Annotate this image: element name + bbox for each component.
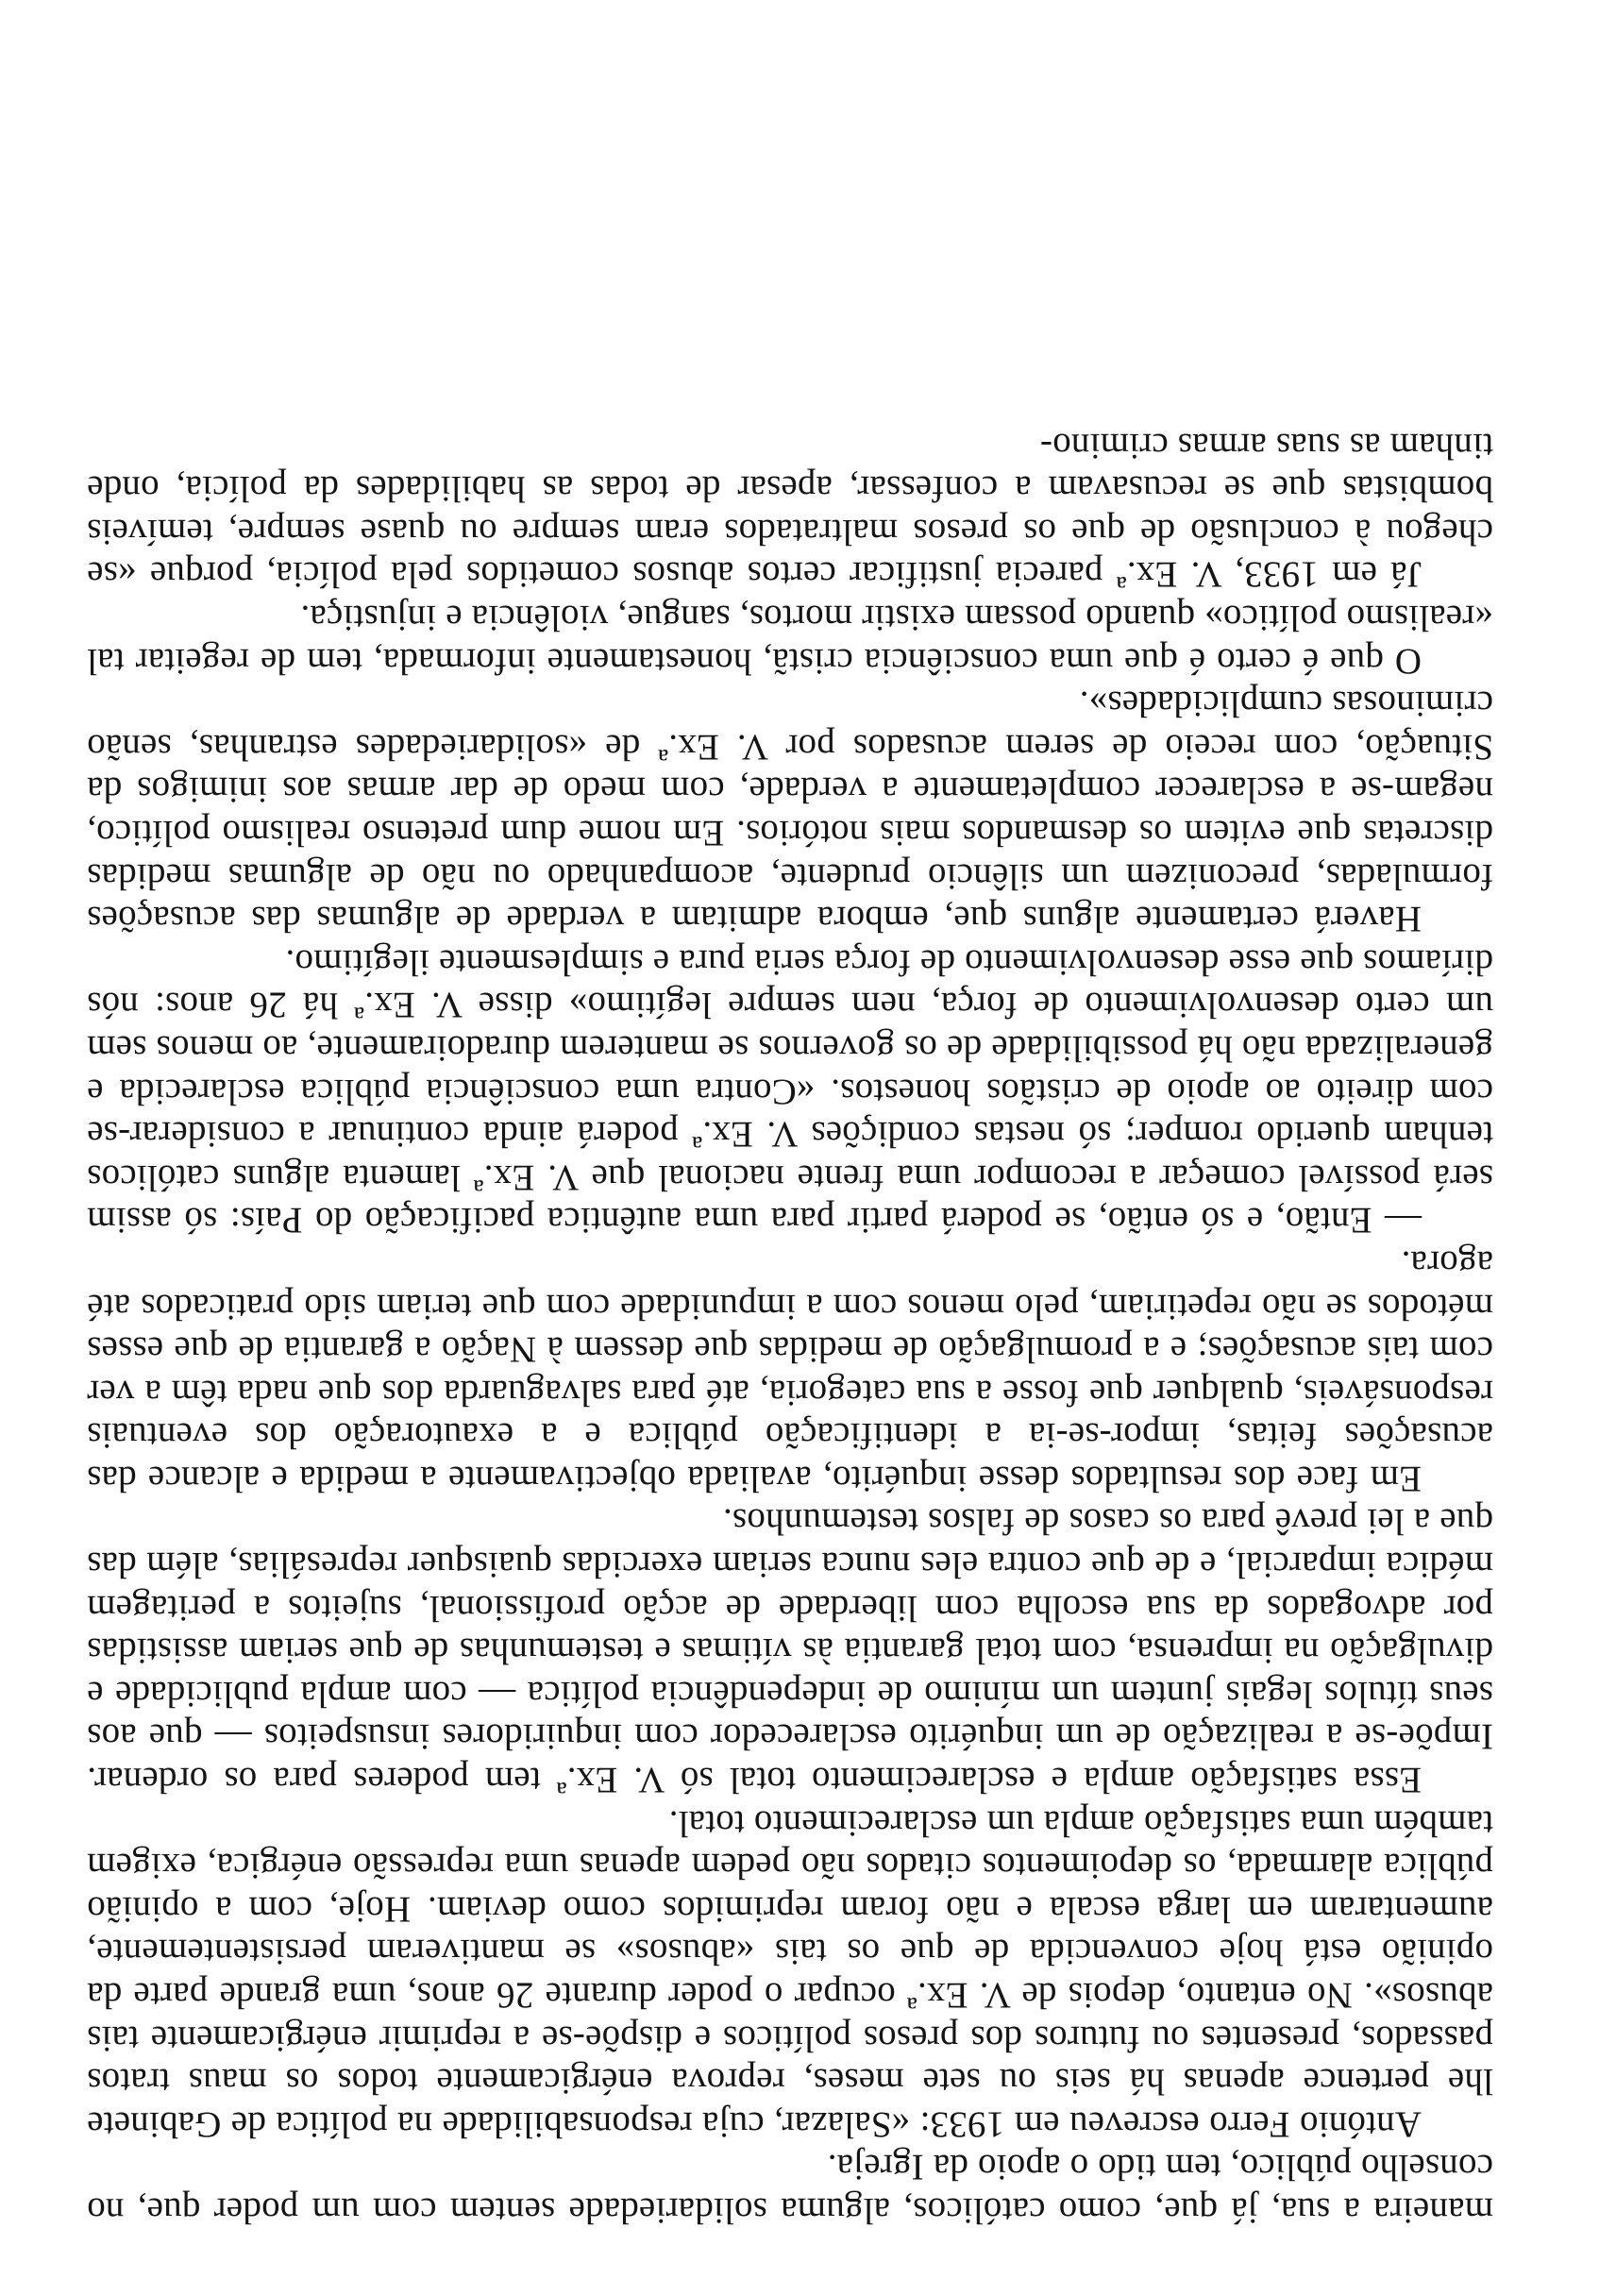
- paragraph-3: Essa satisfação ampla e esclarecimento total só V. Ex.ª tem poderes para os ordenar. Impõe-se a realização de um inquérito esclarecedor com inquiridores insuspeitos — que aos seus títulos legais juntem um mínimo de independência política — com ampla publicidade e divulgação na imprensa, com total garantia às vítimas e testemunhas de que seriam assistidas por advogados da sua escolha com liberdade de acção profissional, sujeitos a peritagem médica imparcial, e de que contra eles nunca seriam exercidas quaisquer represálias, além das que a lei prevê para os casos de falsos testemunhos.: [87, 1501, 1493, 1801]
- document-body: [87, 424, 1493, 2232]
- paragraph-4: Em face dos resultados desse inquérito, avaliada objectivamente a medida e alcance das acusações feitas, impor-se-ia a identificação pública e a exautoração dos eventuais responsáveis, qualquer que fosse a sua categoria, até para salvaguarda dos que nada têm a ver com tais acusações; e a promulgação de medidas que dessem à Nação a garantia de que esses métodos se não repetiriam, pelo menos com a impunidade com que teriam sido praticados até agora.: [87, 1242, 1493, 1499]
- paragraph-8: Já em 1933, V. Ex.ª parecia justificar certos abusos cometidos pela polícia, porque «se chegou à conclusão de que os presos maltratados eram sempre ou quase sempre, temíveis bombistas que se recusavam a confessar, apesar de todas as habilidades da polícia, onde tinham as suas armas crimino-: [87, 425, 1493, 596]
- paragraph-6: Haverá certamente alguns que, embora admitam a verdade de algumas das acusações formuladas, preconizem um silêncio prudente, acompanhado ou não de algumas medidas discretas que evitem os desmandos mais notórios. Em nome dum pretenso realismo político, negam-se a esclarecer completamente a verdade, com medo de dar armas aos inimigos da Situação, com receio de serem acusados por V. Ex.ª de «solidariedades estranhas, senão criminosas cumplicidades».: [87, 684, 1493, 940]
- paragraph-5: — Então, e só então, se poderá partir para uma autêntica pacificação do País: só assim será possível começar a recompor uma frente nacional que V. Ex.ª lamenta alguns católicos tenham querido romper; só nestas condições V. Ex.ª poderá ainda continuar a considerar-se com direito ao apoio de cristãos honestos. «Contra uma consciência pública esclarecida e generalizada não há possibilidade de os governos se manterem duradoiramente, ao menos sem um certo desenvolvimento de força, nem sempre legítimo» disse V. Ex.ª há 26 anos: nós diríamos que esse desenvolvimento de força seria pura e simplesmente ilegítimo.: [87, 941, 1493, 1241]
- paragraph-2: António Ferro escreveu em 1933: «Salazar, cuja responsabilidade na política de Gabinete lhe pertence apenas há seis ou sete meses, reprova enérgicamente todos os maus tratos passados, presentes ou futuros dos presos políticos e dispõe-se a reprimir enérgicamente tais abusos». No entanto, depois de V. Ex.ª ocupar o poder durante 26 anos, uma grande parte da opinião está hoje convencida de que os tais «abusos» se mantiveram persistentemente, aumentaram em larga escala e não foram reprimidos como deviam. Hoje, com a opinião pública alarmada, os depoimentos citados não pedem apenas uma repressão enérgica, exigem também uma satisfação ampla um esclarecimento total.: [87, 1802, 1493, 2145]
- paragraph-7: O que é certo é que uma consciência cristã, honestamente informada, tem de regeitar tal «realismo político» quando possam existir mortos, sangue, violência e injustiça.: [87, 598, 1493, 682]
- paragraph-1: maneira a sua, já que, como católicos, alguma solidariedade sentem com um poder que, no conselho público, tem tido o apoio da Igreja.: [87, 2147, 1493, 2231]
